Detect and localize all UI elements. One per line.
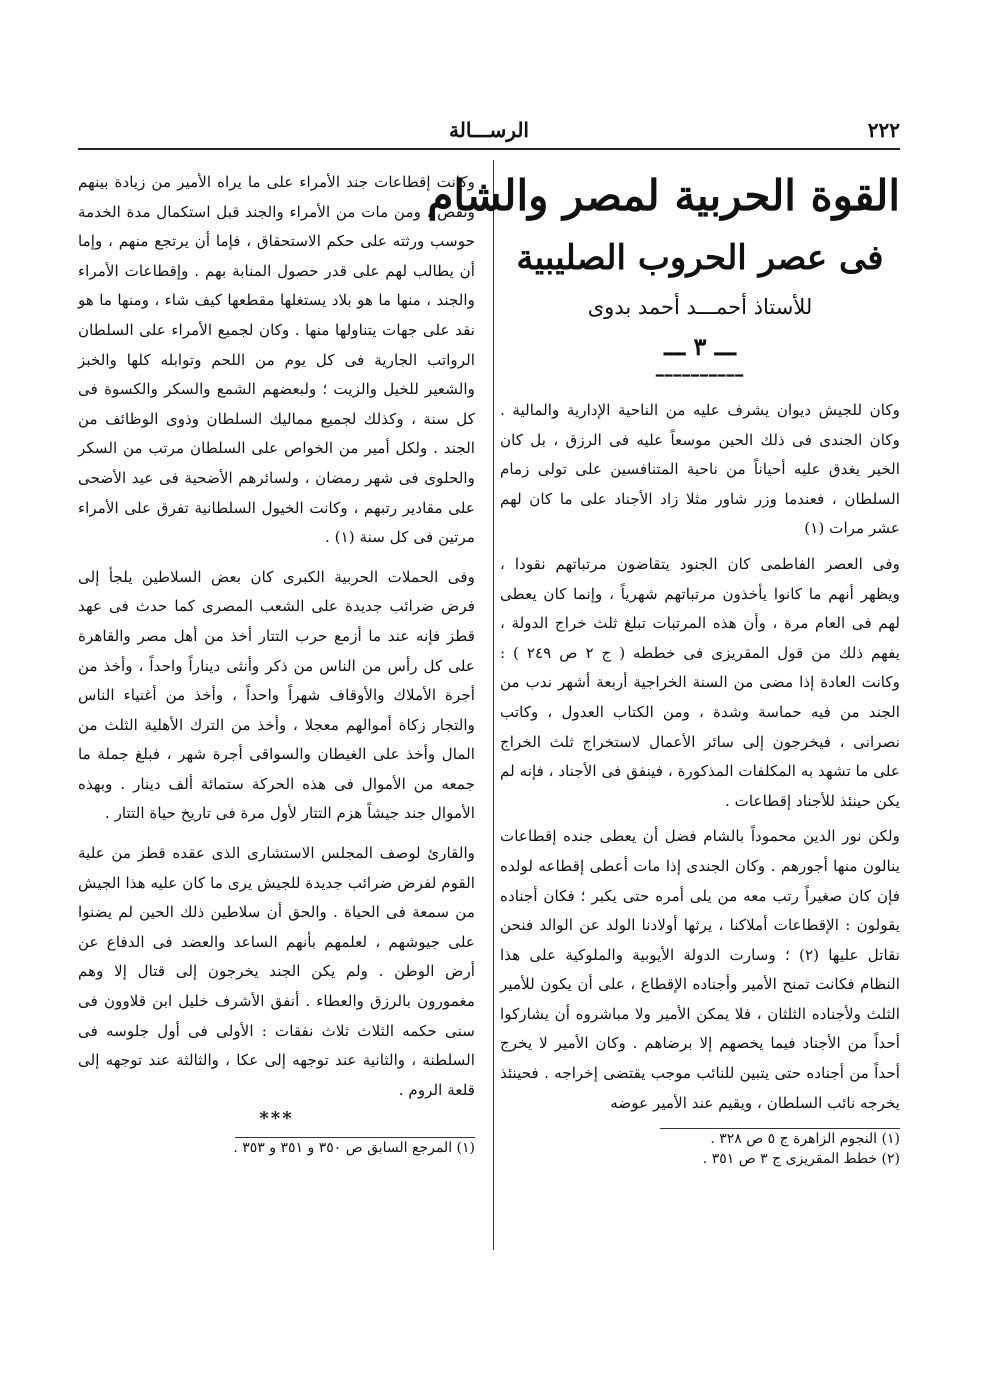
right-column	[427, 168, 900, 1169]
footnote: (١) النجوم الزاهرة ج ٥ ص ٣٢٨ .	[710, 1131, 900, 1148]
article-title: القوة الحربية لمصر والشام	[427, 171, 900, 220]
running-title: الرســـالة	[449, 118, 529, 142]
page-header	[78, 118, 900, 142]
left-column	[78, 168, 475, 1158]
page-number: ٢٢٢	[867, 118, 900, 142]
footnote: (١) المرجع السابق ص ٣٥٠ و ٣٥١ و ٣٥٣ .	[233, 1140, 475, 1157]
footnote: (٢) خطط المقريزى ج ٣ ص ٣٥١ .	[702, 1151, 900, 1168]
article-subtitle: فى عصر الحروب الصليبية	[516, 238, 884, 278]
part-number: ـــ ٣ ـــ	[664, 332, 736, 361]
paragraph: وكانت إقطاعات جند الأمراء على ما يراه الأمير من زيادة بينهم ونقص ، ومن مات من الأمراء والجند قبل استكمال مدة الخدمة حوسب ورثته على حكم الاستحقاق ، فإما أن يرتجع منهم ، وإما أن يطالب لهم على قدر حصول المنابة بهم . وإقطاعات الأمراء والجند ، منها ما هو بلاد يستغلها مقطعها كيف شاء ، ومنها ما هو نقد على جهات يتناولها منها . وكان لجميع الأمراء على السلطان الرواتب الجارية فى كل يوم من اللحم وتوابله كلها والخبز والشعير للخيل والزيت ؛ ولبعضهم الشمع والسكر والكسوة فى كل سنة ، وكذلك لجميع مماليك السلطان وذوى الوظائف من الجند . ولكل أمير من الخواص على السلطان مرتب من السكر والحلوى فى شهر رمضان ، ولسائرهم الأضحية فى عيد الأضحى على مقادير رتبهم ، وكانت الخيول السلطانية تفرق على الأمراء مرتين فى كل سنة (١) .	[78, 173, 475, 547]
header-rule	[78, 148, 900, 150]
paragraph: والقارئ لوصف المجلس الاستشارى الذى عقده قطز من علية القوم لفرض ضرائب جديدة للجيش يرى ما كان عليه هذا الجيش من سمعة فى الحياة . والحق أن سلاطين ذلك الحين لم يضنوا على جيوشهم ، لعلمهم بأنهم الساعد والعضد فى الدفاع عن أرض الوطن . ولم يكن الجند يخرجون إلى قتال إلا وهم مغمورون بالرزق والعطاء . أنفق الأشرف خليل ابن قلاوون فى سنى حكمه الثلاث ثلاث نفقات : الأولى فى أول جلوسه فى السلطنة ، والثانية عند توجهه إلى عكا ، والثالثة عند توجهه إلى قلعة الروم .	[78, 844, 475, 1099]
paragraph: ولكن نور الدين محموداً بالشام فضل أن يعطى جنده إقطاعات ينالون منها أجورهم . وكان الجندى إذا مات أعطى إقطاعه لولده فإن كان صغيراً رتب معه من يلى أمره حتى يكبر ؛ فكان أجناده يقولون : الإقطاعات أملاكنا ، يرثها أولادنا الولد عن الوالد فنحن نقاتل عليها (٢) ؛ وسارت الدولة الأيوبية والملوكية على هذا النظام فكانت تمنح الأمير وأجناده الإقطاع ، على أن يكون للأمير الثلث ولأجناده الثلثان ، فلا يمكن الأمير ولا مباشروه أن يشاركوا أحداً من الأجناد فيما يخصهم إلا برضاهم . وكان الأمير لا يخرج أحداً من أجناده حتى يتبين للنائب موجب يقتضى إخراجه . فحينئذ يخرجه نائب السلطان ، ويقيم عند الأمير عوضه	[500, 827, 900, 1112]
paragraph: وكان للجيش ديوان يشرف عليه من الناحية الإدارية والمالية . وكان الجندى فى ذلك الحين موسعاً عليه فى الرزق ، بل كان الخير يغدق عليه أحياناً من ناحية المتنافسين على تولى زمام السلطان ، فعندما وزر شاور مثلا زاد الأجناد على ما كان لهم عشر مرات (١)	[500, 401, 900, 538]
paragraph: وفى الحملات الحربية الكبرى كان بعض السلاطين يلجأ إلى فرض ضرائب جديدة على الشعب المصرى كما حدث فى عهد قطز فإنه عند ما أزمع حرب التتار أخذ من أهل مصر والقاهرة على كل رأس من الناس من ذكر وأنثى ديناراً واحداً ، وأخذ من أجرة الأملاك والأوقاف شهراً واحداً ، وأخذ من أغنياء الناس والتجار زكاة أموالهم معجلا ، وأخذ من الترك الأهلية الثلث من المال وأخذ على الغيطان والسواقى أجرة شهر ، فبلغ جملة ما جمعه من الأموال فى هذه الحركة ستمائة ألف دينار . وبهذه الأموال جند جيشاً هزم التتار لأول مرة فى تاريخ حياة التتار .	[78, 567, 475, 823]
paragraph: وفى العصر الفاطمى كان الجنود يتقاضون مرتباتهم نقودا ، ويظهر أنهم ما كانوا يأخذون مرتباتهم شهرياً ، وإنما كان يعطى لهم فى العام مرة ، وأن هذه المرتبات تبلغ ثلث خراج الدولة ، يفهم ذلك من قول المقريزى فى خططه ( ج ٢ ص ٢٤٩ ) : وكانت العادة إذا مضى من السنة الخراجية أربعة أشهر ندب من الجند من فيه حماسة وشدة ، ومن الكتاب العدول ، وكاتب نصرانى ، فيخرجون إلى سائر الأعمال لاستخراج ثلث الخراج على ما تشهد به المكلفات المذكورة ، فينفق فى الأجناد ، فإنه لم يكن حينئذ للأجناد إقطاعات .	[500, 554, 900, 810]
section-end-mark: ***	[259, 1108, 294, 1130]
column-divider	[493, 160, 494, 1250]
article-byline: للأستاذ أحمـــد أحمد بدوى	[587, 295, 813, 319]
ornament-divider: ━━━━━━━━━━	[655, 369, 745, 384]
